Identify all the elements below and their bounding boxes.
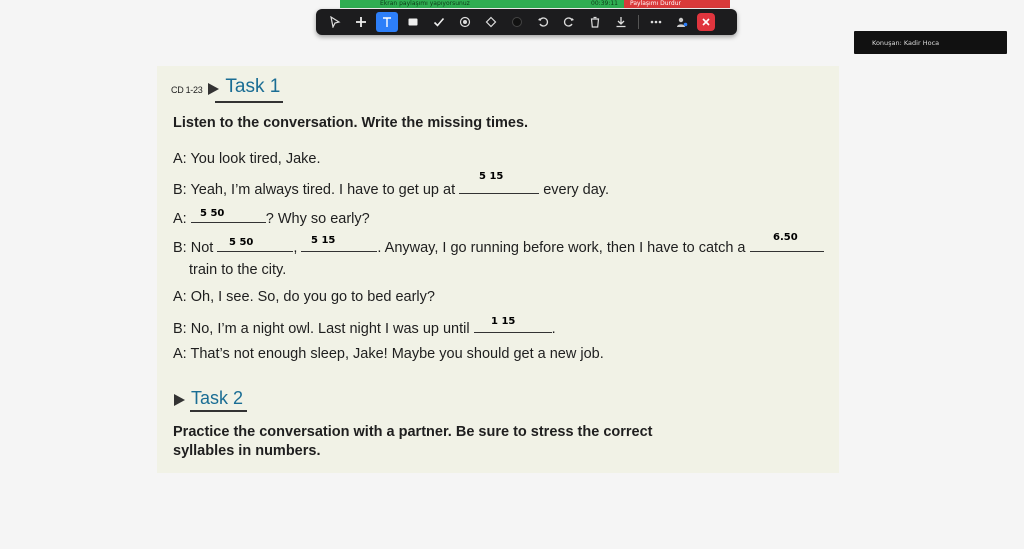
task2-instruction: Practice the conversation with a partner. Be sure to stress the correct [173, 424, 653, 440]
dialogue-text: every day. [543, 182, 610, 198]
dialogue-line-1: A: You look tired, Jake. [173, 151, 321, 167]
text-icon[interactable] [376, 12, 398, 32]
dialogue-text: . [551, 321, 556, 337]
undo-icon[interactable] [532, 12, 554, 32]
dialogue-line-2 [173, 179, 609, 198]
dialogue-line-4-cont: train to the city. [189, 262, 287, 278]
dialogue-text: B: Yeah, I’m always tired. I have to get up at [173, 182, 456, 198]
handwritten-answer: 5 50 [200, 208, 225, 219]
play-arrow-icon [174, 394, 185, 406]
annotation-toolbar [316, 9, 737, 35]
stamp-check-icon[interactable] [428, 12, 450, 32]
spotlight-icon[interactable] [350, 12, 372, 32]
task2-underline [190, 410, 247, 412]
close-icon[interactable] [697, 13, 715, 31]
more-icon[interactable] [645, 12, 667, 32]
dialogue-text: A: [173, 211, 187, 227]
handwritten-answer: 1 15 [491, 316, 516, 327]
stop-share-button[interactable]: Paylaşımı Durdur [624, 0, 730, 8]
task1-instruction: Listen to the conversation. Write the missing times. [173, 115, 529, 131]
participant-icon[interactable] [671, 12, 693, 32]
highlight-icon[interactable] [454, 12, 476, 32]
speaker-label: Konuşan: Kadir Hoca [854, 31, 1007, 54]
draw-rectangle-icon[interactable] [402, 12, 424, 32]
task2-instruction-cont: syllables in numbers. [173, 443, 321, 459]
task2-header [174, 387, 243, 409]
handwritten-answer: 5 15 [479, 171, 504, 182]
redo-icon[interactable] [558, 12, 580, 32]
dialogue-text: , [293, 240, 298, 256]
save-icon[interactable] [610, 12, 632, 32]
dialogue-text: . Anyway, I go running before work, then I have to catch a [377, 240, 746, 256]
cd-track-label: CD 1-23 [171, 85, 203, 95]
eraser-icon[interactable] [480, 12, 502, 32]
clear-icon[interactable] [584, 12, 606, 32]
dialogue-text: B: Not [173, 240, 214, 256]
select-icon[interactable] [324, 12, 346, 32]
dialogue-line-4 [173, 237, 824, 256]
task1-title: Task 1 [225, 76, 281, 97]
shared-book-page [157, 66, 839, 473]
handwritten-answer: 5 15 [311, 235, 336, 246]
handwritten-answer: 6.50 [773, 232, 798, 243]
task2-title: Task 2 [191, 388, 244, 408]
dialogue-text: ? Why so early? [265, 211, 370, 227]
task1-underline [215, 101, 283, 103]
task1-header [171, 76, 280, 98]
handwritten-answer: 5 50 [229, 237, 254, 248]
dialogue-line-7: A: That’s not enough sleep, Jake! Maybe you should get a new job. [173, 346, 604, 362]
share-banner [340, 0, 730, 8]
color-icon[interactable] [506, 12, 528, 32]
play-arrow-icon [208, 83, 219, 95]
toolbar-divider [638, 15, 639, 29]
dialogue-line-5: A: Oh, I see. So, do you go to bed early? [173, 289, 435, 305]
share-status: Ekran paylaşımı yapıyorsunuz [340, 0, 585, 8]
share-time: 00:39:11 [585, 0, 624, 8]
dialogue-text: B: No, I’m a night owl. Last night I was up until [173, 321, 470, 337]
